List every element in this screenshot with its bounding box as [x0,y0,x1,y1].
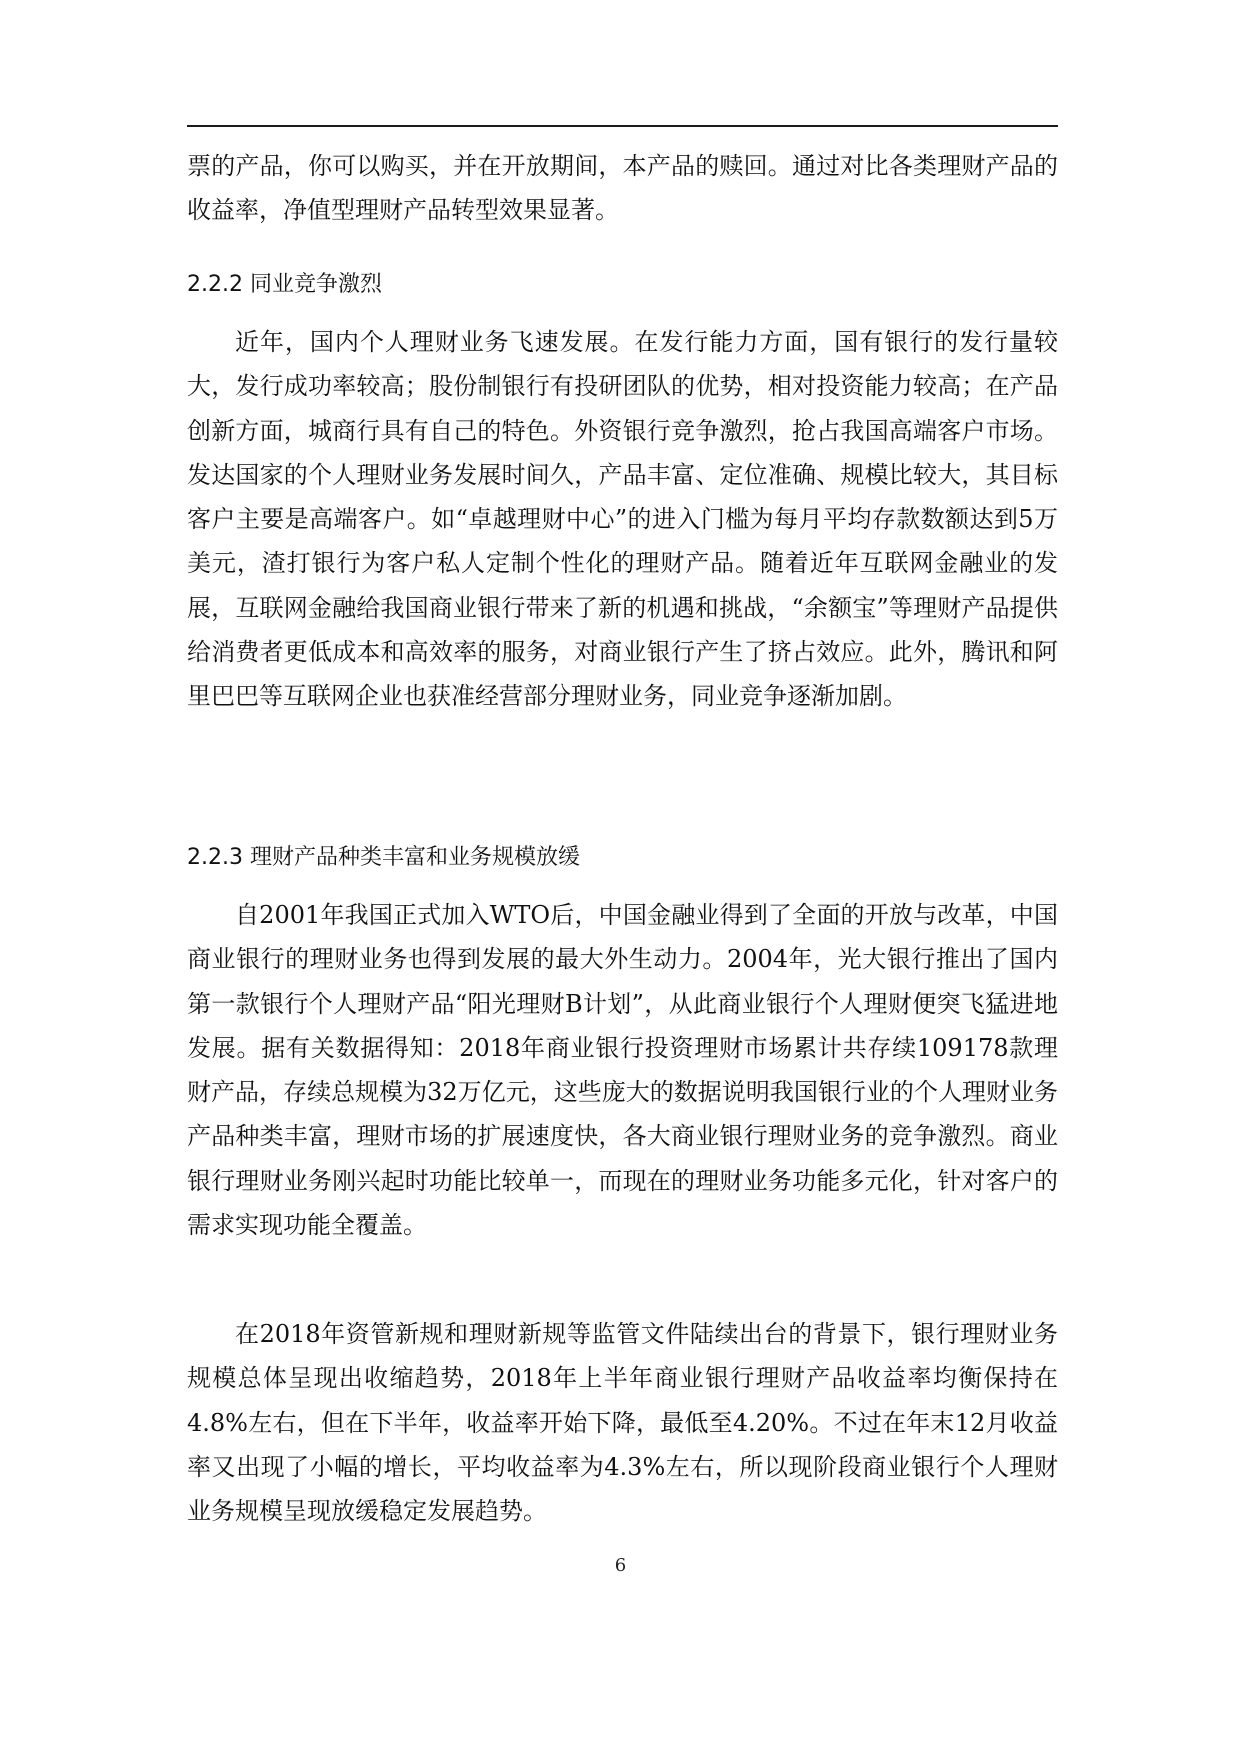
section-2-2-2-paragraph: 近年，国内个人理财业务飞速发展。在发行能力方面，国有银行的发行量较大，发行成功率较高；股份制银行有投研团队的优势，相对投资能力较高；在产品创新方面，城商行具有自己的特色。外资银行竞争激烈，抢占我国高端客户市场。发达国家的个人理财业务发展时间久，产品丰富、定位准确、规模比较大，其目标客户主要是高端客户。如“卓越理财中心”的进入门槛为每月平均存款数额达到5万美元，渣打银行为客户私人定制个性化的理财产品。随着近年互联网金融业的发展，互联网金融给我国商业银行带来了新的机遇和挑战，“余额宝”等理财产品提供给消费者更低成本和高效率的服务，对商业银行产生了挤占效应。此外，腾讯和阿里巴巴等互联网企业也获准经营部分理财业务，同业竞争逐渐加剧。 [187,328,1058,711]
section-heading-2-2-3: 2.2.3 理财产品种类丰富和业务规模放缓 [187,845,580,870]
section-2-2-2-heading-block [187,270,1058,300]
page-number: 6 [614,1555,627,1576]
section-heading-2-2-2: 2.2.2 同业竞争激烈 [187,272,382,297]
section-2-2-3-heading-block [187,843,1058,873]
section-2-2-3-body-2 [187,1312,1058,1533]
continuation-paragraph: 票的产品，你可以购买，并在开放期间，本产品的赎回。通过对比各类理财产品的收益率，净值型理财产品转型效果显著。 [187,152,1058,225]
continuation-paragraph-block [187,144,1058,233]
section-2-2-3-paragraph-2: 在2018年资管新规和理财新规等监管文件陆续出台的背景下，银行理财业务规模总体呈现出收缩趋势，2018年上半年商业银行理财产品收益率均衡保持在4.8%左右，但在下半年，收益率开始下降，最低至4.20%。不过在年末12月收益率又出现了小幅的增长，平均收益率为4.3%左右，所以现阶段商业银行个人理财业务规模呈现放缓稳定发展趋势。 [187,1320,1058,1526]
section-2-2-2-body [187,320,1058,719]
section-2-2-3-body-1 [187,893,1058,1247]
section-2-2-3-paragraph-1: 自2001年我国正式加入WTO后，中国金融业得到了全面的开放与改革，中国商业银行的理财业务也得到发展的最大外生动力。2004年，光大银行推出了国内第一款银行个人理财产品“阳光理财B计划”，从此商业银行个人理财便突飞猛进地发展。据有关数据得知：2018年商业银行投资理财市场累计共存续109178款理财产品，存续总规模为32万亿元，这些庞大的数据说明我国银行业的个人理财业务产品种类丰富，理财市场的扩展速度快，各大商业银行理财业务的竞争激烈。商业银行理财业务刚兴起时功能比较单一，而现在的理财业务功能多元化，针对客户的需求实现功能全覆盖。 [187,901,1058,1240]
header-rule [187,125,1058,127]
